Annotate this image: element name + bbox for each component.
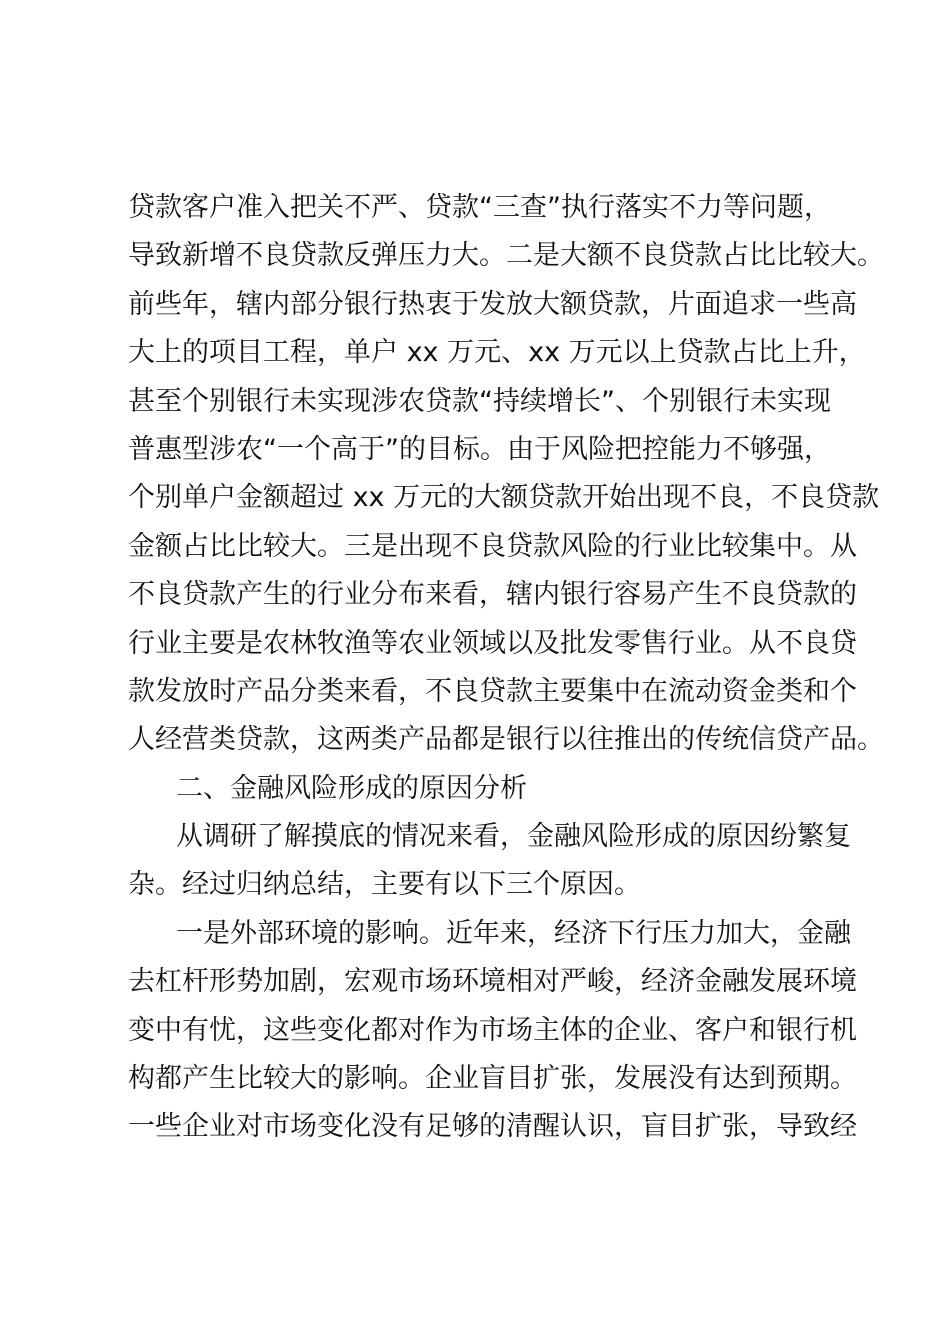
paragraph-3 xyxy=(128,910,857,1152)
text-line: 前些年，辖内部分银行热衷于发放大额贷款，片面追求一些高 xyxy=(128,288,857,320)
text-line: 一是外部环境的影响。近年来，经济下行压力加大，金融 xyxy=(176,917,851,949)
text-line: 一些企业对市场变化没有足够的清醒认识，盲目扩张，导致经 xyxy=(128,1111,857,1143)
text-line: 去杠杆形势加剧，宏观市场环境相对严峻，经济金融发展环境 xyxy=(128,966,857,998)
text-line: 人经营类贷款，这两类产品都是银行以往推出的传统信贷产品。 xyxy=(128,724,884,756)
section-heading: 二、金融风险形成的原因分析 xyxy=(176,772,527,804)
text-line: 贷款客户准入把关不严、贷款“三查”执行落实不力等问题， xyxy=(128,192,831,223)
document-body xyxy=(128,184,884,1152)
text-line: 行业主要是农林牧渔等农业领域以及批发零售行业。从不良贷 xyxy=(128,627,857,659)
text-line: 甚至个别银行未实现涉农贷款“持续增长”、个别银行未实现 xyxy=(128,385,831,417)
text-line: 变中有忧，这些变化都对作为市场主体的企业、客户和银行机 xyxy=(128,1014,857,1046)
text-line: 款发放时产品分类来看，不良贷款主要集中在流动资金类和个 xyxy=(128,675,857,707)
text-line: 从调研了解摸底的情况来看，金融风险形成的原因纷繁复 xyxy=(176,821,851,853)
text-line: 个别单户金额超过 xx 万元的大额贷款开始出现不良，不良贷款 xyxy=(128,482,880,514)
text-line: 杂。经过归纳总结，主要有以下三个原因。 xyxy=(128,869,641,901)
text-line: 金额占比比较大。三是出现不良贷款风险的行业比较集中。从 xyxy=(128,530,857,562)
text-line: 导致新增不良贷款反弹压力大。二是大额不良贷款占比比较大。 xyxy=(128,240,884,272)
paragraph-1 xyxy=(128,184,884,765)
text-line: 普惠型涉农“一个高于”的目标。由于风险把控能力不够强， xyxy=(128,433,831,465)
text-line: 大上的项目工程，单户 xx 万元、xx 万元以上贷款占比上升， xyxy=(128,337,866,369)
text-line: 构都产生比较大的影响。企业盲目扩张，发展没有达到预期。 xyxy=(128,1063,857,1095)
text-line: 不良贷款产生的行业分布来看，辖内银行容易产生不良贷款的 xyxy=(128,579,857,611)
paragraph-2 xyxy=(128,813,851,910)
